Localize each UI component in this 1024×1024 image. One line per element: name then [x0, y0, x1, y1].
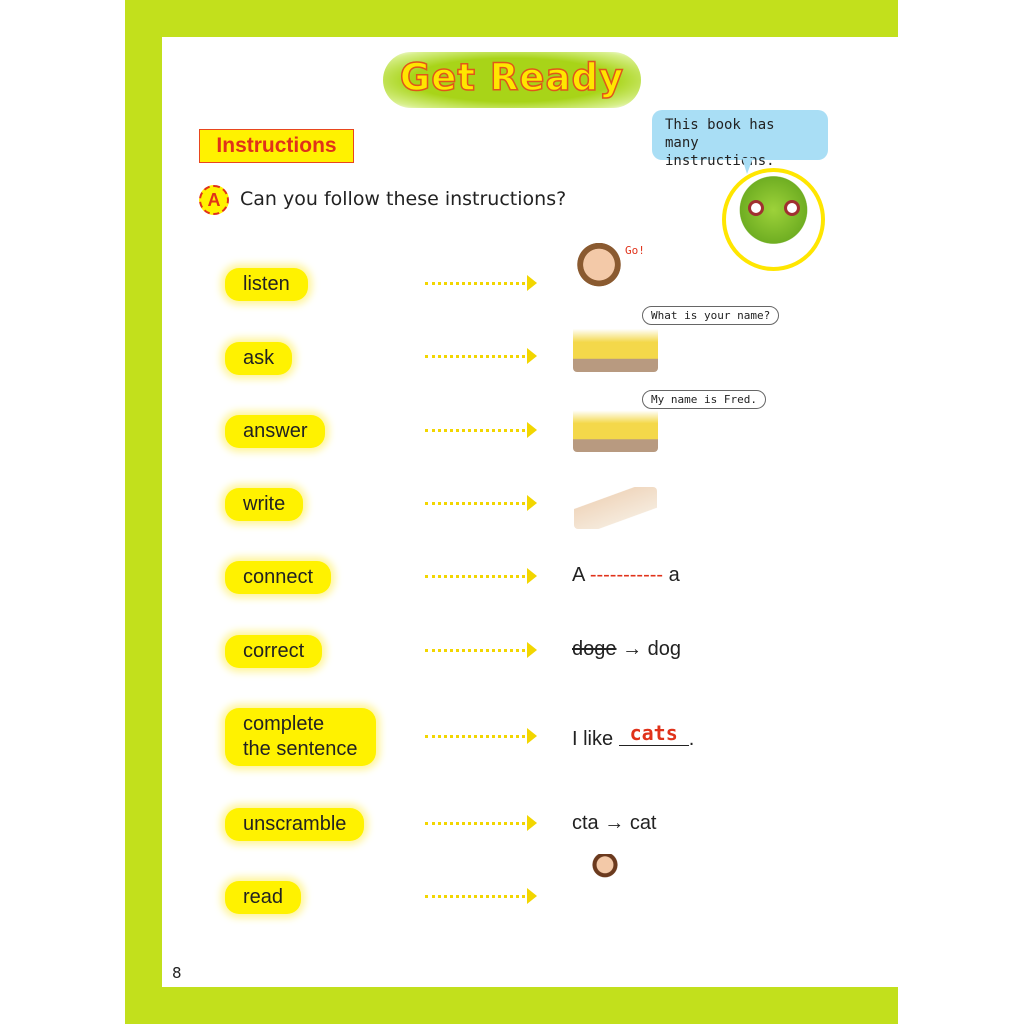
- instruction-connect: connect: [225, 561, 331, 594]
- right-arrow-icon: →: [604, 812, 625, 834]
- arrow-icon: [425, 815, 537, 831]
- unscrambled-word: cat: [629, 812, 657, 834]
- label-line-2: the sentence: [243, 738, 358, 760]
- instruction-read: read: [225, 881, 301, 914]
- unscramble-example: [572, 812, 657, 835]
- dragon-mascot-image: [722, 168, 825, 271]
- instruction-ask: ask: [225, 342, 292, 375]
- correct-word: dog: [647, 638, 681, 660]
- sentence-example: [572, 721, 695, 751]
- page-title: Get Ready: [399, 56, 625, 99]
- go-text: Go!: [625, 244, 645, 257]
- arrow-icon: [425, 888, 537, 904]
- arrow-icon: [425, 495, 537, 511]
- right-arrow-icon: →: [622, 638, 643, 660]
- listening-child-image: [577, 243, 621, 297]
- exercise-badge: A: [199, 185, 229, 215]
- letter-lower: a: [668, 564, 680, 586]
- label-line-1: complete: [243, 713, 325, 735]
- instruction-answer: answer: [225, 415, 325, 448]
- page-number: 8: [172, 964, 182, 982]
- period: .: [688, 728, 695, 750]
- sentence-prefix: I like: [572, 728, 614, 750]
- connect-example: [572, 564, 680, 587]
- wrong-word: doge: [572, 638, 617, 660]
- instruction-complete-the-sentence: [225, 708, 376, 766]
- writing-hand-image: [574, 487, 657, 529]
- child-reading-image: [576, 854, 634, 926]
- arrow-icon: [425, 275, 537, 291]
- arrow-icon: [425, 642, 537, 658]
- instruction-listen: listen: [225, 268, 308, 301]
- arrow-icon: [425, 568, 537, 584]
- section-label: Instructions: [199, 129, 354, 163]
- instruction-correct: correct: [225, 635, 322, 668]
- correct-example: [572, 638, 681, 661]
- arrow-icon: [425, 422, 537, 438]
- child-raising-hand-image: [573, 318, 658, 372]
- letter-upper: A: [572, 564, 585, 586]
- title-banner: [383, 52, 641, 108]
- question: Can you follow these instructions?: [240, 188, 567, 210]
- arrow-icon: [425, 728, 537, 744]
- scrambled-word: cta: [572, 812, 599, 834]
- mascot-speech-bubble: This book has many instructions.: [652, 110, 828, 160]
- speech-bubble: My name is Fred.: [642, 390, 766, 409]
- connect-line: -----------: [589, 564, 664, 586]
- speech-bubble: What is your name?: [642, 306, 779, 325]
- arrow-icon: [425, 348, 537, 364]
- instruction-unscramble: unscramble: [225, 808, 364, 841]
- answer-word: cats: [619, 721, 689, 746]
- instruction-write: write: [225, 488, 303, 521]
- child-raising-hand-image: [573, 400, 658, 452]
